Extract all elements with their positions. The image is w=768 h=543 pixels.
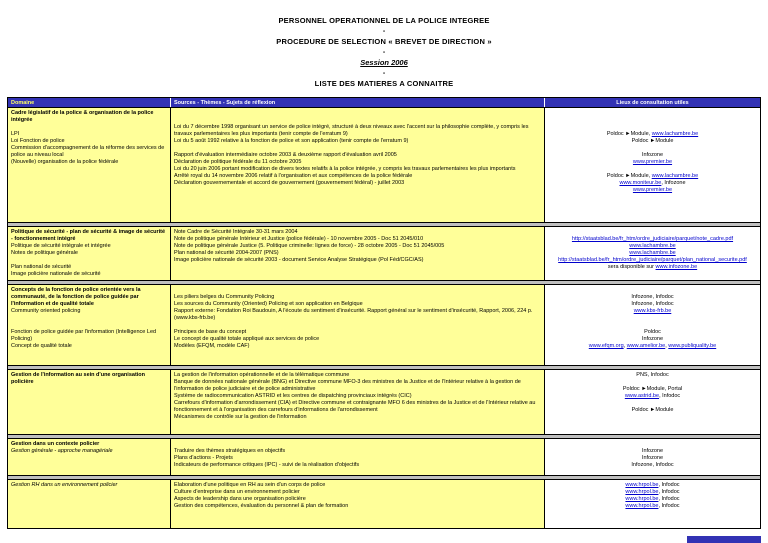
source-line: Gestion des compétences, évaluation du personnel & plan de formation — [174, 503, 349, 509]
hyperlink[interactable]: www.lachambre.be — [629, 243, 676, 249]
domain-line: Politique de sécurité intégrale et intégrée — [11, 243, 111, 249]
lieux-line — [548, 159, 757, 166]
domain-line: (Nouvelle) organisation de la police fédérale — [11, 159, 119, 165]
hyperlink[interactable]: www.hrpol.be — [625, 503, 659, 509]
hyperlink[interactable]: www.efqm.org — [588, 343, 624, 349]
table-section-row — [8, 108, 760, 222]
title-line-2: PROCEDURE DE SELECTION « BREVET DE DIRECTION » — [276, 37, 492, 46]
lieux-line — [548, 117, 757, 124]
lieux-line — [548, 250, 757, 257]
source-line: Plan national de sécurité 2004-2007 (PNS) — [174, 250, 279, 256]
source-line: Rapport externe: Fondation Roi Baudouin, A l'écoute du sentiment d'insécurité. Rapport général sur le sentiment d'insécurité, Rapport, 2006, 224 p. (www.kbs-frb.be) — [174, 308, 533, 321]
domain-line: Concept de qualité totale — [11, 343, 72, 349]
domain-line: Gestion générale - approche managériale — [11, 448, 113, 454]
title-session: Session 2006 — [360, 58, 408, 67]
lieux-line: Poldoc ►Module — [631, 407, 674, 413]
source-line: Culture d'entreprise dans un environnement policier — [174, 489, 300, 495]
lieux-line: Poldoc ►Module, www.lachambre.be — [606, 131, 699, 137]
hyperlink[interactable]: www.premier.be — [632, 159, 673, 165]
lieux-line: www.moniteur.be, Infozone — [619, 180, 686, 186]
lieux-line — [548, 243, 757, 250]
source-line: La gestion de l'information opérationnelle et de la télématique commune — [174, 372, 350, 378]
lieux-line: PNS, Infodoc — [636, 372, 669, 378]
domain-line: Politique de sécurité - plan de sécurité & image de sécurité - fonctionnement intégré — [11, 229, 166, 242]
lieux-line — [548, 441, 757, 448]
table-section-row — [8, 480, 760, 528]
lieux-line — [548, 287, 757, 294]
source-line: Les sources du Community (Oriented) Policing et son application en Belgique — [174, 301, 363, 307]
lieux-line: www.astrid.be, Infodoc — [624, 393, 681, 399]
domain-cell — [8, 480, 171, 528]
source-line: Carrefours d'information d'arrondissement (CIA) et Directive commune et contraignante MFO 6 des ministres de la Justice et de l'Intérieur relative au fonctionnement et à l'organisation des carrefours d'informations de l'arrondissement — [174, 400, 536, 413]
sources-cell — [171, 227, 545, 280]
title-line-1: PERSONNEL OPERATIONNEL DE LA POLICE INTEGREE — [278, 16, 490, 25]
sources-cell — [171, 108, 545, 222]
lieux-line: Poldoc — [644, 329, 661, 335]
lieux-line: Infozone, Infodoc — [631, 294, 674, 300]
source-line — [174, 287, 541, 294]
hyperlink[interactable]: www.astrid.be — [624, 393, 660, 399]
source-line: Mécanismes de contrôle sur la gestion de l'information — [174, 414, 307, 420]
source-line — [174, 117, 541, 124]
domain-line — [11, 257, 167, 264]
source-line — [174, 441, 541, 448]
hyperlink[interactable]: www.moniteur.be — [619, 180, 662, 186]
source-line: Note Cadre de Sécurité Intégrale 30-31 mars 2004 — [174, 229, 298, 235]
table-section-row — [8, 439, 760, 475]
table-section-row — [8, 227, 760, 280]
domain-line — [11, 315, 167, 322]
source-line: Banque de données nationale générale (BNG) et Directive commune MFO-3 des ministres de la Justice et de l'Intérieur relative à la gestion de l'information de police judiciaire et de police administrative — [174, 379, 521, 392]
next-page-header-partial — [687, 536, 761, 543]
matters-table — [7, 97, 761, 529]
lieux-line: Infozone — [641, 336, 664, 342]
sources-cell — [171, 480, 545, 528]
sources-cell — [171, 285, 545, 365]
title-line-3: LISTE DES MATIERES A CONNAITRE — [314, 79, 454, 88]
source-line: Déclaration gouvernementale et accord de gouvernement (gouvernement fédéral) - juillet 2003 — [174, 180, 405, 186]
lieux-line: Infozone — [641, 448, 664, 454]
source-line: Déclaration de politique fédérale du 11 octobre 2005 — [174, 159, 302, 165]
document-title-block — [0, 0, 768, 88]
hyperlink[interactable]: http://staatsblad.be/fr_htm/ordre_judiciaire/parquet/note_cadre.pdf — [571, 236, 734, 242]
domain-cell — [8, 439, 171, 475]
lieux-line: www.hrpol.be, Infodoc — [625, 482, 680, 488]
hyperlink[interactable]: www.premier.be — [632, 187, 673, 193]
hyperlink[interactable]: www.hrpol.be — [625, 489, 659, 495]
domain-line — [11, 124, 167, 131]
source-line: Traduire des thèmes stratégiques en objectifs — [174, 448, 286, 454]
domain-line: Community oriented policing — [11, 308, 81, 314]
hyperlink[interactable]: www.lachambre.be — [651, 173, 699, 179]
lieux-line: www.efqm.org, www.amelior.be, www.publiquality.be — [588, 343, 717, 349]
domain-cell — [8, 285, 171, 365]
domain-line: Cadre législatif de la police & organisation de la police intégrée — [11, 110, 154, 123]
sources-cell — [171, 370, 545, 434]
title-dash: - — [382, 69, 386, 77]
source-line — [174, 145, 541, 152]
table-section-row — [8, 285, 760, 365]
lieux-line — [548, 166, 757, 173]
domain-line — [11, 322, 167, 329]
source-line: Indicateurs de performance critiques (IPC) - suivi de la réalisation d'objectifs — [174, 462, 360, 468]
source-line: Principes de base du concept — [174, 329, 247, 335]
table-body — [8, 108, 760, 528]
lieux-line — [548, 257, 757, 264]
column-header-lieux: Lieux de consultation utiles — [616, 99, 689, 106]
source-line: Loi du 5 août 1992 relative à la fonction de police et son application (tenir compte de l'erratum 9) — [174, 138, 409, 144]
lieux-line: www.hrpol.be, Infodoc — [625, 503, 680, 509]
lieux-cell — [545, 370, 760, 434]
title-dash: - — [382, 27, 386, 35]
lieux-cell — [545, 480, 760, 528]
hyperlink[interactable]: www.hrpol.be — [625, 482, 659, 488]
lieux-cell — [545, 285, 760, 365]
sources-cell — [171, 439, 545, 475]
domain-cell — [8, 227, 171, 280]
hyperlink[interactable]: www.hrpol.be — [625, 496, 659, 502]
domain-line: LPI — [11, 131, 20, 137]
lieux-line — [548, 110, 757, 117]
lieux-line — [548, 400, 757, 407]
domain-line: Image policière nationale de sécurité — [11, 271, 101, 277]
domain-line: Loi Fonction de police — [11, 138, 65, 144]
domain-line: Gestion dans un contexte policier — [11, 441, 100, 447]
domain-line: Concepts de la fonction de police orientée vers la communauté, de la fonction de police guidée par l'information et de qualité totale — [11, 287, 141, 307]
source-line: Note de politique générale Justice (5. Politique criminelle: lignes de force) - 28 octobre 2005 - Doc 51 2045/005 — [174, 243, 445, 249]
lieux-line: Infozone, Infodoc — [631, 301, 674, 307]
hyperlink[interactable]: www.infozone.be — [655, 264, 698, 270]
domain-line: Plan national de sécurité — [11, 264, 72, 270]
column-header-sources: Sources - Thèmes - Sujets de réflexion — [171, 98, 545, 107]
hyperlink[interactable]: www.amelior.be — [626, 343, 666, 349]
lieux-line: www.hrpol.be, Infodoc — [625, 496, 680, 502]
source-line — [174, 322, 541, 329]
hyperlink[interactable]: www.publiquality.be — [668, 343, 717, 349]
source-line: Le concept de qualité totale appliqué aux services de police — [174, 336, 320, 342]
source-line: Les piliers belges du Community Policing — [174, 294, 275, 300]
domain-line: Gestion RH dans un environnement policier — [11, 482, 118, 488]
domain-line: Gestion de l'information au sein d'une organisation policière — [11, 372, 146, 385]
domain-cell — [8, 108, 171, 222]
source-line: Loi du 20 juin 2006 portant modification de divers textes relatifs à la police intégrée, y compris les travaux parlementaires les plus importants — [174, 166, 516, 172]
hyperlink[interactable]: www.lachambre.be — [651, 131, 699, 137]
lieux-line: Infozone, Infodoc — [631, 462, 674, 468]
table-section-row — [8, 370, 760, 434]
domain-line: Commission d'accompagnement de la réforme des services de police au niveau local — [11, 145, 165, 158]
lieux-line: Infozone — [641, 455, 664, 461]
lieux-cell — [545, 227, 760, 280]
lieux-line — [548, 236, 757, 243]
source-line: Arrêté royal du 14 novembre 2006 relatif à l'organisation et aux compétences de la police fédérale — [174, 173, 413, 179]
source-line: Image policière nationale de sécurité 2003 - document Service Analyse Stratégique (Pol Féd/CGC/AS) — [174, 257, 424, 263]
title-dash: - — [382, 48, 386, 56]
lieux-line — [548, 379, 757, 386]
lieux-line: Poldoc ►Module, www.lachambre.be — [606, 173, 699, 179]
lieux-line: Infozone — [641, 152, 664, 158]
table-header-row — [8, 98, 760, 108]
lieux-line — [548, 124, 757, 131]
source-line: Système de radiocommunication ASTRID et les centres de dispatching provinciaux intégrés (CIC) — [174, 393, 412, 399]
source-line: Elaboration d'une politique en RH au sein d'un corps de police — [174, 482, 326, 488]
lieux-line — [548, 315, 757, 322]
lieux-line: Poldoc ►Module — [631, 138, 674, 144]
domain-cell — [8, 370, 171, 434]
hyperlink[interactable]: http://staatsblad.be/fr_htm/ordre_judiciaire/parquet/plan_national_securite.pdf — [558, 257, 747, 263]
lieux-line — [548, 322, 757, 329]
hyperlink[interactable]: www.kbs-frb.be — [633, 308, 672, 314]
lieux-line — [548, 308, 757, 315]
source-line: Note de politique générale Intérieur et Justice (police fédérale) - 10 novembre 2005 - Doc 51 2045/010 — [174, 236, 424, 242]
lieux-line — [548, 187, 757, 194]
domain-line: Fonction de police guidée par l'information (Intelligence Led Policing) — [11, 329, 157, 342]
source-line: Loi du 7 décembre 1998 organisant un service de police intégré, structuré à deux niveaux avec l'accent sur la philosophie complète, y compris les travaux parlementaires les plus importants (tenir compte de l'erratum 9) — [174, 124, 529, 137]
source-line: Aspects de leadership dans une organisation policière — [174, 496, 306, 502]
lieux-line: sera disponible sur www.infozone.be — [607, 264, 698, 270]
source-line — [174, 110, 541, 117]
column-header-domaine: Domaine — [8, 98, 171, 107]
source-line: Plans d'actions - Projets — [174, 455, 233, 461]
lieux-cell — [545, 108, 760, 222]
lieux-line: Poldoc ►Module, Portal — [622, 386, 683, 392]
domain-line: Notes de politique générale — [11, 250, 78, 256]
lieux-line: www.hrpol.be, Infodoc — [625, 489, 680, 495]
lieux-line — [548, 145, 757, 152]
source-line: Rapport d'évaluation intermédiaire octobre 2003 & deuxième rapport d'évaluation avril 2005 — [174, 152, 397, 158]
lieux-line — [548, 229, 757, 236]
lieux-cell — [545, 439, 760, 475]
hyperlink[interactable]: www.lachambre.be — [629, 250, 676, 256]
source-line: Modèles (EFQM, modèle CAF) — [174, 343, 250, 349]
